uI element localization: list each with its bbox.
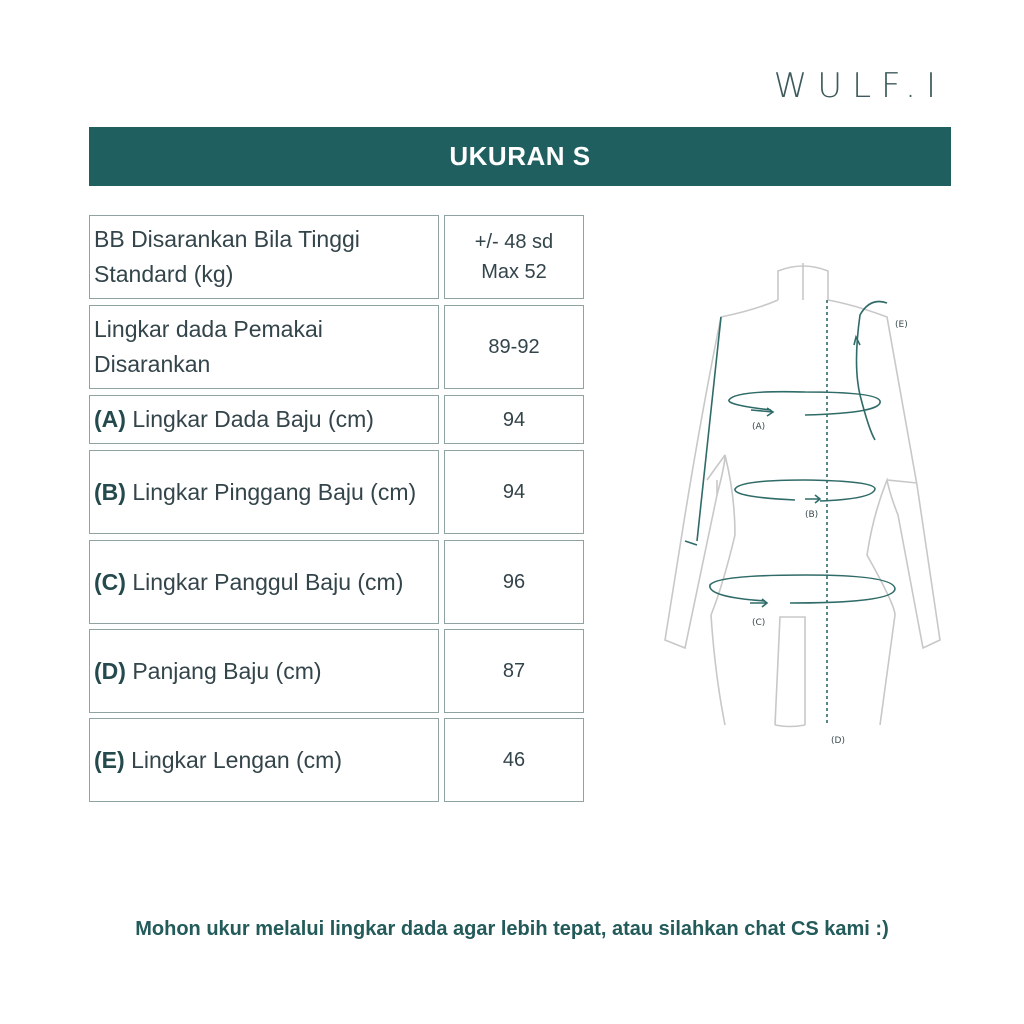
row-label-cell — [89, 540, 439, 624]
arm-line-e — [857, 302, 888, 441]
sleeve-length-line — [685, 317, 721, 545]
row-label: (E) Lingkar Lengan (cm) — [94, 746, 343, 773]
table-row — [89, 395, 584, 444]
row-label-cell — [89, 629, 439, 713]
table-row — [89, 540, 584, 624]
row-label: (B) Lingkar Pinggang Baju (cm) — [94, 478, 417, 505]
row-label-cell — [89, 395, 439, 444]
row-marker: (B) — [94, 478, 126, 505]
footer-note: Mohon ukur melalui lingkar dada agar lebih tepat, atau silahkan chat CS kami :) — [135, 918, 889, 940]
row-value-cell — [444, 450, 584, 534]
row-value: +/- 48 sd Max 52 — [474, 231, 554, 283]
figure-label-b: (B) — [805, 510, 819, 520]
row-value-cell — [444, 629, 584, 713]
row-marker: (C) — [94, 568, 126, 595]
figure-label-a: (A) — [752, 422, 766, 432]
table-row — [89, 718, 584, 802]
row-value-cell — [444, 305, 584, 389]
row-value: 87 — [502, 660, 526, 682]
brand-logo: WULF.I — [773, 66, 946, 106]
figure-label-d: (D) — [831, 736, 845, 746]
hip-line-c — [710, 575, 895, 603]
body-outline-illustration — [655, 255, 955, 755]
row-label-cell — [89, 305, 439, 389]
row-value-cell — [444, 718, 584, 802]
measurement-figure — [655, 255, 955, 755]
row-value: 46 — [502, 749, 526, 771]
row-marker: (E) — [94, 746, 125, 773]
table-row — [89, 215, 584, 299]
row-label: Lingkar dada Pemakai Disarankan — [94, 316, 323, 377]
row-marker: (A) — [94, 406, 126, 432]
figure-label-e: (E) — [895, 320, 908, 330]
waist-line-b — [735, 480, 875, 501]
row-label-cell — [89, 450, 439, 534]
measurement-lines — [685, 300, 895, 725]
row-value: 89-92 — [488, 336, 540, 358]
table-row — [89, 629, 584, 713]
row-value: 94 — [502, 481, 526, 503]
row-label: (D) Panjang Baju (cm) — [94, 657, 322, 684]
row-marker: (D) — [94, 657, 126, 684]
row-value: 94 — [502, 408, 526, 431]
row-value-cell — [444, 395, 584, 444]
waist-arrow-b — [805, 495, 820, 503]
row-value: 96 — [502, 571, 526, 593]
row-label: (A) Lingkar Dada Baju (cm) — [94, 406, 374, 432]
chest-line-a — [729, 392, 880, 415]
row-label: BB Disarankan Bila Tinggi Standard (kg) — [94, 226, 360, 287]
row-label: (C) Lingkar Panggul Baju (cm) — [94, 568, 404, 595]
row-label-cell — [89, 718, 439, 802]
figure-label-c: (C) — [752, 618, 766, 628]
row-value-cell — [444, 540, 584, 624]
table-row — [89, 305, 584, 389]
size-banner — [89, 127, 951, 186]
size-title: UKURAN S — [449, 141, 591, 171]
body-outline — [665, 263, 940, 727]
table-row — [89, 450, 584, 534]
row-value-cell — [444, 215, 584, 299]
row-label-cell — [89, 215, 439, 299]
